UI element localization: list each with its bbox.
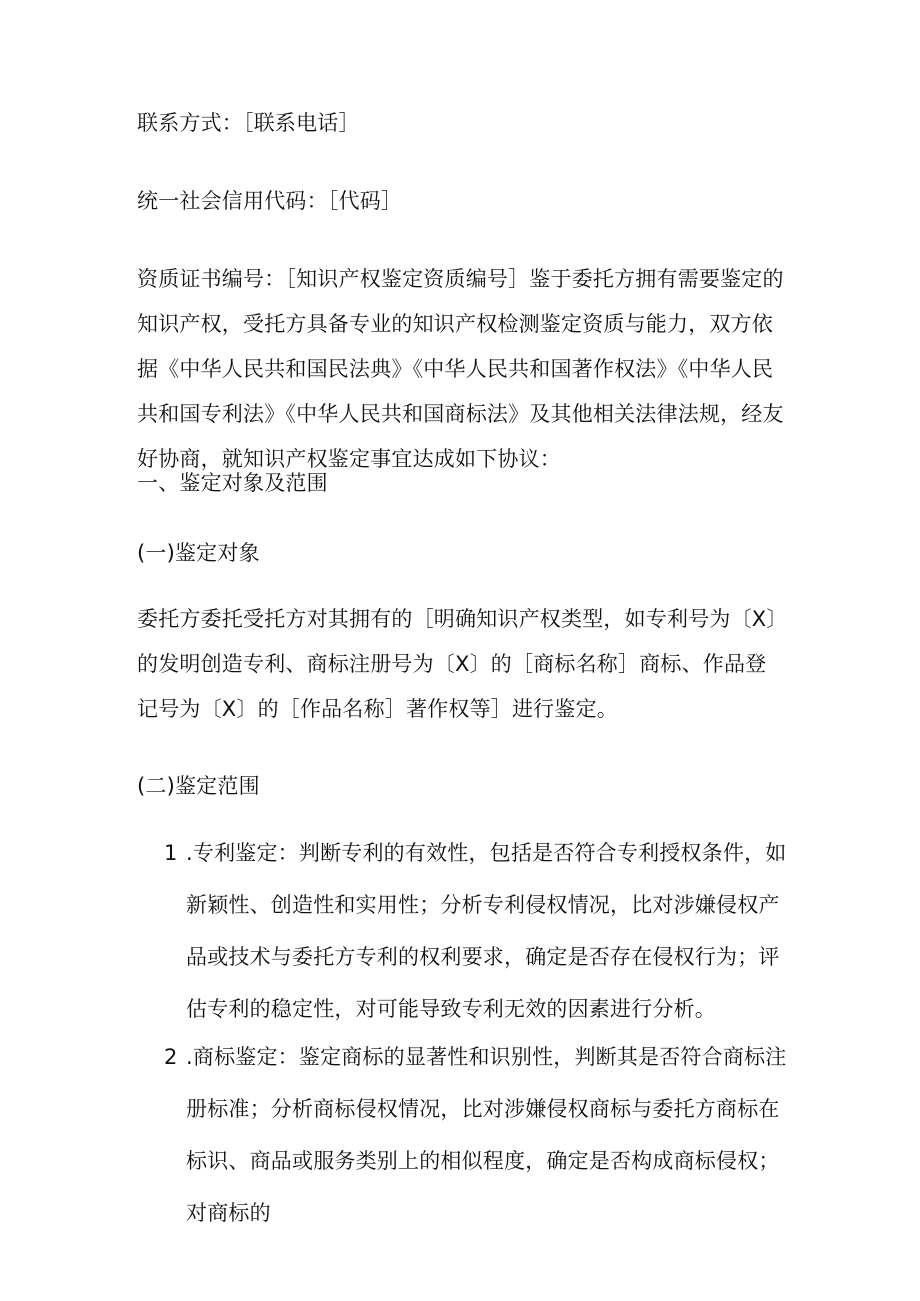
list-item-text: .专利鉴定：判断专利的有效性，包括是否符合专利授权条件，如新颖性、创造性和实用性；分析专利侵权情况，比对涉嫌侵权产品或技术与委托方专利的权利要求，确定是否存在侵权行为；评估专利的稳定性，对可能导致专利无效的因素进行分析。	[186, 841, 787, 1021]
preamble-paragraph: 资质证书编号：［知识产权鉴定资质编号］鉴于委托方拥有需要鉴定的知识产权，受托方具备专业的知识产权检测鉴定资质与能力，双方依据《中华人民共和国民法典》《中华人民共和国著作权法》《中华人民共和国专利法》《中华人民共和国商标法》及其他相关法律法规，经友好协商，就知识产权鉴定事宜达成如下协议：	[137, 267, 784, 471]
subsection-object-body: 委托方委托受托方对其拥有的［明确知识产权类型，如专利号为〔X〕的发明创造专利、商标注册号为〔X〕的［商标名称］商标、作品登记号为〔X〕的［作品名称］著作权等］进行鉴定。	[137, 607, 778, 721]
subsection-heading-object: (一)鉴定对象	[137, 541, 260, 565]
list-item-text: .商标鉴定：鉴定商标的显著性和识别性，判断其是否符合商标注册标准；分析商标侵权情况，比对涉嫌侵权商标与委托方商标在标识、商品或服务类别上的相似程度，确定是否构成商标侵权；对商标的	[186, 1045, 787, 1225]
list-item	[137, 827, 787, 1035]
credit-code-line: 统一社会信用代码：［代码］	[137, 189, 403, 213]
subsection-heading-scope: (二)鉴定范围	[137, 774, 260, 798]
list-item	[137, 1031, 787, 1239]
contact-line: 联系方式：［联系电话］	[137, 111, 360, 135]
section-heading: 一、鉴定对象及范围	[137, 471, 328, 495]
list-item-number: 1	[164, 841, 178, 865]
list-item-number: 2	[164, 1045, 178, 1069]
